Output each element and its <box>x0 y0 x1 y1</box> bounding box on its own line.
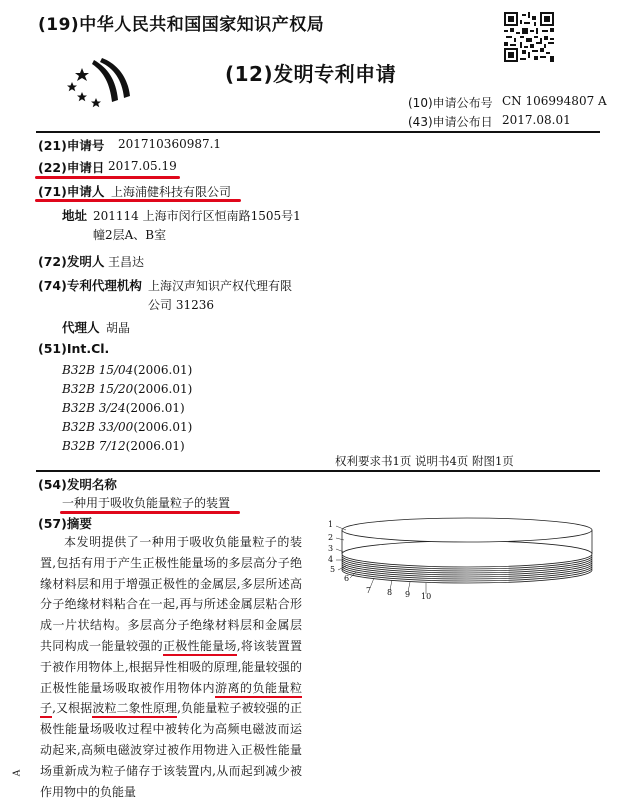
layered-disc-figure <box>322 516 602 601</box>
disc-layer <box>342 518 592 542</box>
qr-code-icon <box>504 12 554 62</box>
publication-number-label: (10)申请公布号 <box>408 96 493 110</box>
highlighted-phrase: 波粒二象性原理 <box>92 701 177 718</box>
section-divider <box>36 470 600 472</box>
figure-label: 2 <box>328 533 334 542</box>
abstract-text: 本发明提供了一种用于吸收负能量粒子的装置,包括有用于产生正极性能量场的多层高分子绝缘材料层和用于增强正极性的金属层,多层所述高分子绝缘材料粘合在一起,再与所述金属层粘合形成一片状结构。多层高分子绝缘材料层和金属层共同构成一能量较强的正极性能量场,将该装置置于被作用物体上,根据异性相吸的原理,能量较强的正极性能量场吸取被作用物体内游离的负能量粒子,又根据波粒二象性原理,负能量粒子被较强的正极性能量场吸收过程中被转化为高频电磁波而运动起来,高频电磁波穿过被作用物进入正极性能量场重新成为粒子储存于该装置内,从而起到减少被作用物中的负能量 <box>40 535 302 799</box>
margin-mark: A <box>12 769 23 777</box>
classification-row: B32B 15/20(2006.01) <box>62 382 193 396</box>
classification-row: B32B 7/12(2006.01) <box>62 439 185 453</box>
invention-title: 一种用于吸收负能量粒子的装置 <box>62 496 231 510</box>
agency-label: (74)专利代理机构 <box>38 278 142 293</box>
classification-row: B32B 33/00(2006.01) <box>62 420 193 434</box>
applicant-label: (71)申请人 <box>38 184 105 199</box>
figure-label: 7 <box>366 586 372 595</box>
publication-number: CN 106994807 A <box>502 94 607 108</box>
agent-name: 胡晶 <box>106 321 131 335</box>
classification-row: B32B 3/24(2006.01) <box>62 401 185 415</box>
publication-date-label: (43)申请公布日 <box>408 115 493 129</box>
application-date-label: (22)申请日 <box>38 160 105 175</box>
invention-title-label: (54)发明名称 <box>38 477 117 492</box>
figure-label: 4 <box>328 555 334 564</box>
figure-label: 6 <box>344 574 350 583</box>
red-underline <box>35 176 180 179</box>
address-line-1: 201114 上海市闵行区恒南路1505号1 <box>93 209 301 223</box>
classification-row: B32B 15/04(2006.01) <box>62 363 193 377</box>
cnipa-emblem-icon <box>60 50 140 110</box>
applicant-name: 上海浦健科技有限公司 <box>111 185 232 199</box>
abstract-label: (57)摘要 <box>38 516 92 531</box>
highlighted-phrase: 正极性能量场 <box>163 639 237 656</box>
pages-summary: 权利要求书1页 说明书4页 附图1页 <box>335 454 514 468</box>
highlighted-phrase: 游离的负能量粒子 <box>40 681 302 719</box>
application-number: 201710360987.1 <box>118 137 222 151</box>
disc-layer <box>342 541 592 567</box>
application-date: 2017.05.19 <box>108 159 177 173</box>
figure-label: 5 <box>330 565 336 574</box>
agency-line-2: 公司 31236 <box>148 298 214 312</box>
address-line-2: 幢2层A、B室 <box>93 228 167 242</box>
inventor-label: (72)发明人 <box>38 254 105 269</box>
agency-line-1: 上海汉声知识产权代理有限 <box>148 279 293 293</box>
figure-label: 10 <box>421 592 432 601</box>
int-cl-label: (51)Int.Cl. <box>38 341 110 356</box>
figure-label: 8 <box>387 588 393 597</box>
inventor-name: 王昌达 <box>108 255 145 269</box>
office-name: (19)中华人民共和国国家知识产权局 <box>38 15 325 35</box>
document-type: (12)发明专利申请 <box>225 62 397 86</box>
header-divider <box>36 131 600 133</box>
address-label: 地址 <box>62 208 88 223</box>
figure-label: 3 <box>328 544 334 553</box>
publication-date: 2017.08.01 <box>502 113 571 127</box>
application-number-label: (21)申请号 <box>38 138 105 153</box>
red-underline <box>35 199 241 202</box>
agent-label: 代理人 <box>62 320 100 335</box>
figure-label: 1 <box>328 520 334 529</box>
figure-label: 9 <box>405 590 411 599</box>
